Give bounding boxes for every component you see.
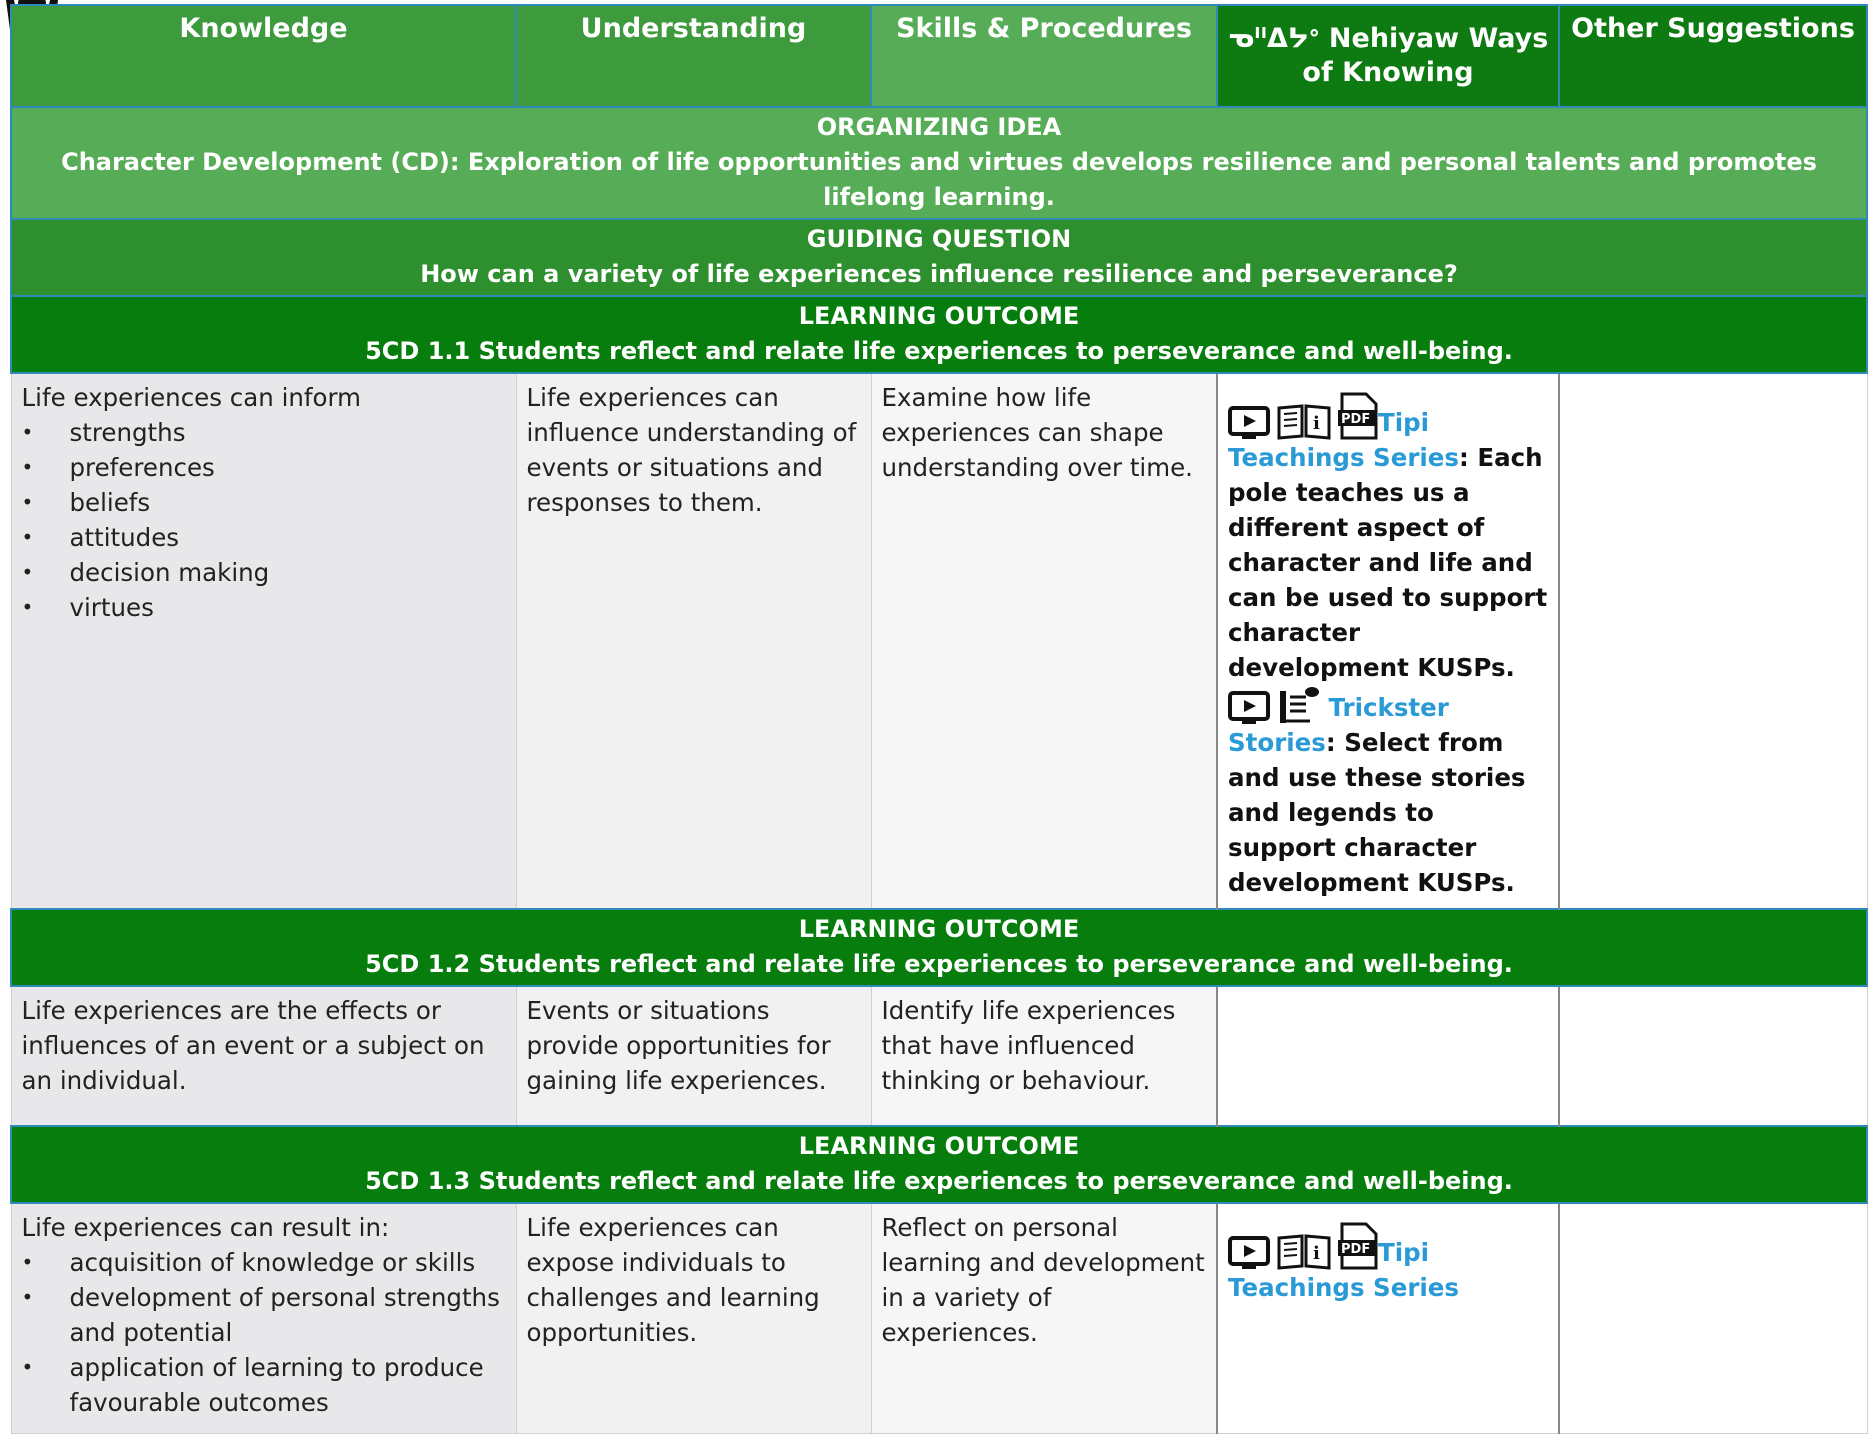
video-icon	[1228, 691, 1270, 725]
header-skills: Skills & Procedures	[871, 5, 1217, 107]
nehiyaw-cell	[1217, 986, 1559, 1126]
organizing-idea-banner	[11, 107, 1867, 219]
header-other: Other Suggestions	[1559, 5, 1867, 107]
learning-outcome-text: 5CD 1.3 Students reflect and relate life experiences to perseverance and well-being.	[365, 1167, 1513, 1195]
list-item: • beliefs	[22, 485, 506, 520]
guiding-question-title: GUIDING QUESTION	[806, 225, 1072, 253]
understanding-cell: Events or situations provide opportunities for gaining life experiences.	[516, 986, 871, 1126]
header-understanding: Understanding	[516, 5, 871, 107]
understanding-cell: Life experiences can influence understanding of events or situations and responses to them.	[516, 373, 871, 909]
pdf-icon	[1338, 392, 1378, 440]
learning-outcome-text: 5CD 1.1 Students reflect and relate life experiences to perseverance and well-being.	[365, 337, 1513, 365]
resource-icons	[1228, 1222, 1378, 1270]
list-item: • preferences	[22, 450, 506, 485]
storyteller-icon	[1276, 685, 1320, 725]
knowledge-list	[22, 1245, 506, 1420]
header-row	[11, 5, 1867, 107]
list-item: • strengths	[22, 415, 506, 450]
resource-icons	[1228, 392, 1378, 440]
skills-cell: Reflect on personal learning and development in a variety of experiences.	[871, 1203, 1217, 1433]
organizing-idea-text: Character Development (CD): Exploration of life opportunities and virtues develops resilience and personal talents and promotes lifelong learning.	[61, 148, 1817, 211]
nehiyaw-cell	[1217, 373, 1559, 909]
learning-outcome-row	[11, 909, 1867, 986]
guiding-question-banner	[11, 219, 1867, 296]
trickster-stories-description: : Select from and use these stories and legends to support character development KUSPs.	[1228, 728, 1526, 897]
other-suggestions-cell	[1559, 1203, 1867, 1433]
guiding-question-row	[11, 219, 1867, 296]
svg-text:i: i	[1313, 1243, 1320, 1264]
outcome-content-row	[11, 373, 1867, 909]
outcome-content-row	[11, 986, 1867, 1126]
tipi-teachings-link[interactable]: Tipi Teachings Series	[1228, 408, 1460, 472]
list-item: • application of learning to produce favourable outcomes	[22, 1350, 506, 1420]
tipi-teachings-link[interactable]: Tipi Teachings Series	[1228, 1238, 1460, 1302]
learning-outcome-banner	[11, 909, 1867, 986]
video-icon	[1228, 406, 1270, 440]
other-suggestions-cell	[1559, 986, 1867, 1126]
knowledge-intro: Life experiences can inform	[21, 383, 362, 412]
learning-outcome-title: LEARNING OUTCOME	[798, 302, 1080, 330]
understanding-cell: Life experiences can expose individuals to challenges and learning opportunities.	[516, 1203, 871, 1433]
svg-text:PDF: PDF	[1341, 412, 1371, 427]
organizing-idea-row	[11, 107, 1867, 219]
learning-outcome-title: LEARNING OUTCOME	[798, 915, 1080, 943]
learning-outcome-row	[11, 1126, 1867, 1203]
learning-outcome-banner	[11, 1126, 1867, 1203]
list-item: • development of personal strengths and potential	[22, 1280, 506, 1350]
header-nehiyaw: ᓀᐦᐃᔭᐤ Nehiyaw Ways of Knowing	[1217, 5, 1559, 107]
list-item: • virtues	[22, 590, 506, 625]
list-item: • decision making	[22, 555, 506, 590]
list-item: • attitudes	[22, 520, 506, 555]
learning-outcome-banner	[11, 296, 1867, 373]
book-info-icon	[1276, 402, 1332, 440]
learning-outcome-row	[11, 296, 1867, 373]
knowledge-list	[22, 415, 506, 625]
tipi-teachings-description: : Each pole teaches us a different aspect of character and life and can be used to support character development KUSPs.	[1228, 443, 1548, 682]
learning-outcome-title: LEARNING OUTCOME	[798, 1132, 1080, 1160]
list-item: • acquisition of knowledge or skills	[22, 1245, 506, 1280]
book-info-icon	[1276, 1232, 1332, 1270]
other-suggestions-cell	[1559, 373, 1867, 909]
curriculum-table	[10, 4, 1868, 1434]
trickster-stories-link[interactable]: Trickster Stories	[1228, 693, 1449, 757]
outcome-content-row	[11, 1203, 1867, 1433]
knowledge-intro: Life experiences can result in:	[21, 1213, 390, 1242]
skills-cell: Identify life experiences that have influenced thinking or behaviour.	[871, 986, 1217, 1126]
pdf-icon	[1338, 1222, 1378, 1270]
svg-text:i: i	[1313, 413, 1320, 434]
curriculum-table-container	[10, 4, 1866, 1434]
skills-cell: Examine how life experiences can shape understanding over time.	[871, 373, 1217, 909]
svg-text:PDF: PDF	[1341, 1242, 1371, 1257]
header-knowledge: Knowledge	[11, 5, 516, 107]
organizing-idea-title: ORGANIZING IDEA	[816, 113, 1062, 141]
knowledge-cell	[11, 373, 516, 909]
knowledge-cell: Life experiences are the effects or influences of an event or a subject on an individual.	[11, 986, 516, 1126]
resource-icons	[1228, 685, 1320, 725]
nehiyaw-cell	[1217, 1203, 1559, 1433]
guiding-question-text: How can a variety of life experiences influence resilience and perseverance?	[420, 260, 1458, 288]
learning-outcome-text: 5CD 1.2 Students reflect and relate life experiences to perseverance and well-being.	[365, 950, 1513, 978]
knowledge-cell	[11, 1203, 516, 1433]
video-icon	[1228, 1236, 1270, 1270]
